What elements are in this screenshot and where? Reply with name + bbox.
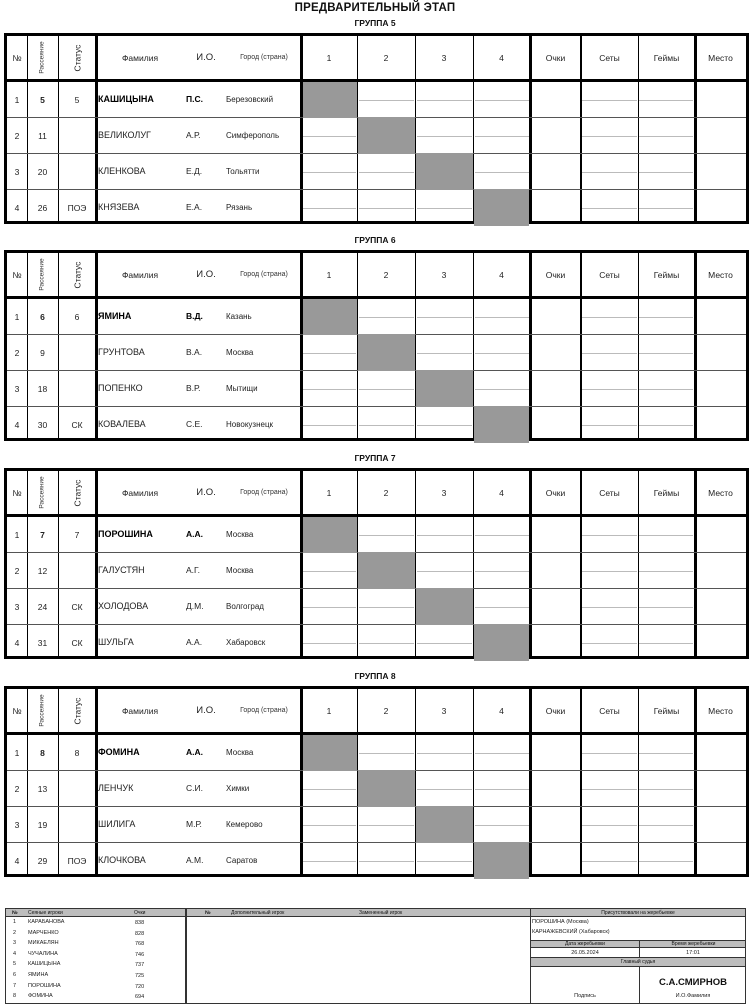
games-divider: [639, 825, 693, 826]
seeded-players-header: [6, 909, 185, 917]
col-header-opponent-4: 4: [499, 52, 504, 63]
seeded-points: 694: [135, 994, 145, 1001]
draw-date: 26.05.2024: [571, 950, 599, 956]
sets-divider: [582, 208, 637, 209]
col-header-points: Очки: [545, 487, 566, 498]
player-surname: ВЕЛИКОЛУГ: [98, 130, 151, 140]
seeded-num: 2: [13, 929, 17, 936]
col-header-initials: И.О.: [196, 487, 216, 498]
score-cell-divider: [303, 353, 356, 354]
games-divider: [639, 861, 693, 862]
score-cell-divider: [303, 208, 356, 209]
player-number: 2: [14, 566, 20, 576]
player-seed: 31: [37, 638, 48, 648]
diagonal-cell: [303, 299, 357, 335]
player-status: 6: [74, 312, 80, 322]
seeded-name: КАШИЦЫНА: [28, 961, 61, 968]
player-seed: 24: [37, 602, 48, 612]
player-city: Москва: [226, 348, 254, 357]
games-divider: [639, 753, 693, 754]
games-divider: [639, 389, 693, 390]
player-city: Кемерово: [226, 820, 263, 829]
col-header-initials: И.О.: [196, 269, 216, 280]
diagonal-cell: [303, 82, 357, 118]
player-city: Саратов: [226, 856, 258, 865]
player-seed: 20: [37, 167, 48, 177]
player-city: Новокузнецк: [226, 420, 274, 429]
present-person-1: ПОРОШИНА (Москва): [532, 919, 589, 925]
diagonal-cell: [416, 806, 473, 843]
col-header-opponent-3: 3: [441, 52, 447, 63]
games-divider: [639, 607, 693, 608]
player-number: 3: [14, 820, 20, 830]
seeded-name-header: Сеяные игроки: [28, 909, 63, 916]
col-header-opponent-3: 3: [441, 487, 447, 498]
seeded-players-table: [5, 908, 186, 1004]
col-header-seed: Рассеяние: [39, 694, 46, 727]
player-seed: 19: [37, 820, 48, 830]
player-number: 1: [14, 312, 20, 322]
draw-time-label: Время жеребьевки: [639, 940, 747, 948]
player-seed: 29: [37, 856, 48, 866]
player-initials: А.М.: [186, 855, 204, 865]
player-number: 1: [14, 748, 20, 758]
diagonal-cell: [303, 517, 357, 553]
score-cell-divider: [359, 825, 414, 826]
col-header-surname: Фамилия: [121, 705, 159, 716]
player-city: Симферополь: [226, 131, 280, 140]
player-seed: 26: [37, 203, 48, 213]
sets-divider: [582, 861, 637, 862]
player-status: ПОЭ: [67, 856, 87, 866]
present-person-2: КАРНАЖЕВСКИЙ (Хабаровск): [532, 929, 610, 935]
col-header-place: Место: [708, 705, 733, 716]
player-initials: А.А.: [186, 529, 203, 539]
player-seed: 8: [40, 748, 45, 758]
col-header-city: Город (страна): [240, 54, 288, 61]
draw-info-table: [530, 908, 746, 1004]
col-header-sets: Сеты: [599, 269, 620, 280]
col-header-opponent-1: 1: [326, 487, 332, 498]
player-city: Хабаровск: [226, 638, 266, 647]
player-city: Москва: [226, 566, 254, 575]
col-header-games: Геймы: [653, 52, 680, 63]
col-header-initials: И.О.: [196, 705, 216, 716]
score-cell-divider: [417, 425, 472, 426]
seeded-points: 725: [135, 973, 145, 979]
col-header-points: Очки: [545, 705, 566, 716]
sets-divider: [582, 100, 637, 101]
player-surname: ЯМИНА: [98, 311, 132, 321]
player-city: Волгоград: [226, 602, 264, 611]
player-surname: ЛЕНЧУК: [98, 783, 134, 793]
signature-label: Подпись: [574, 993, 596, 999]
col-header-games: Геймы: [653, 487, 680, 498]
col-header-opponent-1: 1: [326, 705, 332, 716]
col-header-status: Статус: [72, 479, 82, 506]
player-number: 3: [14, 602, 20, 612]
score-cell-divider: [475, 353, 529, 354]
group-title: ГРУППА 7: [354, 453, 396, 463]
score-cell-divider: [417, 535, 472, 536]
score-cell-divider: [359, 535, 414, 536]
score-cell-divider: [417, 861, 472, 862]
player-city: Казань: [226, 312, 252, 321]
col-header-surname: Фамилия: [121, 269, 159, 280]
games-divider: [639, 425, 693, 426]
col-header-sets: Сеты: [599, 705, 620, 716]
player-surname: ПОПЕНКО: [98, 383, 143, 393]
col-header-place: Место: [708, 52, 733, 63]
sets-divider: [582, 317, 637, 318]
score-cell-divider: [475, 535, 529, 536]
extra-player-header: Дополнительный игрок: [231, 909, 285, 916]
player-seed: 7: [40, 530, 45, 540]
sets-divider: [582, 789, 637, 790]
col-header-points: Очки: [545, 269, 566, 280]
player-surname: КОВАЛЕВА: [98, 419, 146, 429]
seeded-name: ЧУЧАЛИНА: [28, 950, 58, 957]
score-cell-divider: [475, 136, 529, 137]
score-cell-divider: [417, 136, 472, 137]
col-header-seed: Рассеяние: [39, 476, 46, 509]
group-title: ГРУППА 5: [354, 18, 396, 28]
group-table: [4, 686, 749, 877]
draw-date-label: Дата жеребьевки: [565, 941, 605, 947]
games-divider: [639, 100, 693, 101]
col-header-num: №: [12, 487, 22, 498]
score-cell-divider: [359, 753, 414, 754]
col-header-status: Статус: [72, 261, 82, 288]
score-cell-divider: [303, 861, 356, 862]
player-surname: КНЯЗЕВА: [98, 202, 140, 212]
col-header-surname: Фамилия: [121, 487, 159, 498]
score-cell-divider: [417, 317, 472, 318]
player-initials: А.А.: [186, 747, 203, 757]
player-initials: В.Р.: [186, 383, 201, 393]
player-city: Химки: [226, 784, 250, 793]
diagonal-cell: [416, 588, 473, 625]
score-cell-divider: [417, 571, 472, 572]
seeded-name: ФОМИНА: [28, 993, 53, 1000]
diagonal-cell: [474, 624, 529, 661]
col-header-opponent-1: 1: [326, 52, 332, 63]
player-surname: КЛЕНКОВА: [98, 166, 146, 176]
score-cell-divider: [303, 571, 356, 572]
seeded-points: 746: [135, 951, 145, 958]
seeded-num: 8: [13, 993, 17, 1000]
sets-divider: [582, 753, 637, 754]
player-surname: КЛОЧКОВА: [98, 855, 146, 865]
extra-players-header: [187, 909, 530, 917]
score-cell-divider: [359, 643, 414, 644]
games-divider: [639, 353, 693, 354]
seeded-points: 838: [135, 920, 145, 926]
player-initials: А.Г.: [186, 565, 200, 575]
sets-divider: [582, 535, 637, 536]
player-surname: КАШИЦЫНА: [98, 94, 154, 104]
name-label: И.О.Фамилия: [675, 993, 711, 999]
col-header-opponent-2: 2: [383, 487, 389, 498]
sets-divider: [582, 643, 637, 644]
games-divider: [639, 571, 693, 572]
diagonal-cell: [416, 370, 473, 407]
player-initials: В.Д.: [186, 311, 203, 321]
col-header-city: Город (страна): [240, 707, 288, 714]
sets-divider: [582, 136, 637, 137]
player-initials: Е.А.: [186, 202, 203, 212]
player-number: 3: [14, 384, 20, 394]
player-number: 1: [14, 95, 20, 105]
player-city: Москва: [226, 748, 254, 757]
player-status: 7: [74, 530, 80, 540]
score-cell-divider: [417, 353, 472, 354]
score-cell-divider: [359, 172, 414, 173]
player-surname: ПОРОШИНА: [98, 529, 153, 539]
player-initials: М.Р.: [186, 819, 202, 829]
col-header-city: Город (страна): [240, 489, 288, 496]
score-cell-divider: [475, 789, 529, 790]
replaced-player-header: Замененный игрок: [359, 909, 403, 916]
score-cell-divider: [359, 425, 414, 426]
group-table: [4, 250, 749, 441]
col-header-status: Статус: [72, 44, 82, 71]
diagonal-cell: [303, 735, 357, 771]
score-cell-divider: [475, 317, 529, 318]
col-header-games: Геймы: [653, 705, 680, 716]
col-header-sets: Сеты: [599, 52, 620, 63]
page-title: ПРЕДВАРИТЕЛЬНЫЙ ЭТАП: [294, 2, 456, 14]
diagonal-cell: [358, 552, 415, 589]
col-header-place: Место: [708, 487, 733, 498]
col-header-seed: Рассеяние: [39, 41, 46, 74]
player-number: 4: [14, 420, 20, 430]
player-seed: 11: [38, 131, 47, 141]
score-cell-divider: [475, 753, 529, 754]
col-header-points: Очки: [545, 52, 566, 63]
col-header-num: №: [12, 269, 22, 280]
player-seed: 18: [37, 384, 48, 394]
score-cell-divider: [303, 425, 356, 426]
player-status: СК: [71, 638, 83, 648]
player-status: СК: [71, 420, 83, 430]
player-city: Березовский: [226, 95, 274, 104]
score-cell-divider: [417, 100, 472, 101]
score-cell-divider: [417, 208, 472, 209]
sets-divider: [582, 389, 637, 390]
group-table: [4, 468, 749, 659]
chief-judge-name: С.А.СМИРНОВ: [659, 977, 727, 988]
player-number: 2: [14, 131, 20, 141]
player-seed: 12: [37, 566, 48, 576]
col-header-opponent-4: 4: [499, 705, 504, 716]
score-cell-divider: [303, 825, 356, 826]
seeded-points: 768: [135, 941, 145, 948]
player-initials: А.А.: [186, 637, 203, 647]
diagonal-cell: [474, 406, 529, 443]
score-cell-divider: [303, 136, 356, 137]
games-divider: [639, 208, 693, 209]
player-city: Москва: [226, 530, 254, 539]
score-cell-divider: [417, 643, 472, 644]
player-number: 2: [14, 784, 20, 794]
score-cell-divider: [303, 389, 356, 390]
diagonal-cell: [358, 334, 415, 371]
seeded-name: МАРЧЕНКО: [28, 929, 59, 936]
score-cell-divider: [475, 571, 529, 572]
player-status: ПОЭ: [67, 203, 87, 213]
player-surname: ГРУНТОВА: [98, 347, 145, 357]
player-number: 4: [14, 638, 20, 648]
score-cell-divider: [475, 607, 529, 608]
sets-divider: [582, 607, 637, 608]
player-surname: ХОЛОДОВА: [98, 601, 149, 611]
seeded-num: 4: [13, 950, 17, 957]
diagonal-cell: [358, 117, 415, 154]
player-seed: 6: [40, 312, 45, 322]
score-cell-divider: [417, 753, 472, 754]
draw-time: 17:01: [686, 950, 700, 956]
player-number: 2: [14, 348, 20, 358]
player-seed: 5: [40, 95, 45, 105]
player-number: 4: [14, 856, 20, 866]
score-cell-divider: [475, 172, 529, 173]
score-cell-divider: [359, 607, 414, 608]
group-title: ГРУППА 8: [354, 671, 396, 681]
player-status: 5: [74, 95, 80, 105]
seeded-points: 737: [135, 962, 145, 969]
seeded-num: 7: [13, 982, 17, 989]
seeded-points: 828: [135, 930, 145, 937]
seeded-name: КАРАБАНОВА: [28, 919, 65, 925]
col-header-sets: Сеты: [599, 487, 620, 498]
seeded-name: МИКАЕЛЯН: [28, 940, 59, 947]
score-cell-divider: [303, 789, 356, 790]
player-city: Тольятти: [226, 167, 260, 176]
col-header-opponent-1: 1: [326, 269, 332, 280]
score-cell-divider: [359, 389, 414, 390]
games-divider: [639, 789, 693, 790]
col-header-opponent-2: 2: [383, 705, 389, 716]
col-header-status: Статус: [72, 697, 82, 724]
col-header-seed: Рассеяние: [39, 258, 46, 291]
score-cell-divider: [303, 607, 356, 608]
group-title: ГРУППА 6: [354, 235, 396, 245]
col-header-initials: И.О.: [196, 52, 216, 63]
games-divider: [639, 172, 693, 173]
player-seed: 30: [37, 420, 48, 430]
diagonal-cell: [474, 189, 529, 226]
col-header-num: №: [12, 705, 22, 716]
player-surname: ФОМИНА: [98, 747, 140, 757]
col-header-games: Геймы: [653, 269, 680, 280]
extra-num-header: №: [205, 909, 211, 916]
score-cell-divider: [417, 789, 472, 790]
player-initials: П.С.: [186, 94, 203, 104]
col-header-place: Место: [708, 269, 733, 280]
col-header-opponent-2: 2: [383, 52, 389, 63]
col-header-opponent-3: 3: [441, 269, 447, 280]
seeded-num-header: №: [12, 909, 18, 916]
seeded-num: 3: [13, 940, 17, 947]
sets-divider: [582, 425, 637, 426]
chief-judge-header: Главный судья: [531, 957, 745, 967]
games-divider: [639, 643, 693, 644]
player-number: 3: [14, 167, 20, 177]
player-initials: С.И.: [186, 783, 203, 793]
player-surname: ГАЛУСТЯН: [98, 565, 145, 575]
score-cell-divider: [303, 172, 356, 173]
group-table: [4, 33, 749, 224]
present-header: Присутствовали на жеребьевке: [531, 909, 745, 917]
col-header-opponent-4: 4: [499, 487, 504, 498]
score-cell-divider: [475, 389, 529, 390]
player-city: Рязань: [226, 203, 253, 212]
seeded-name: ЯМИНА: [28, 972, 49, 978]
col-header-opponent-2: 2: [383, 269, 389, 280]
player-initials: Д.М.: [186, 601, 204, 611]
player-initials: В.А.: [186, 347, 203, 357]
col-header-opponent-3: 3: [441, 705, 447, 716]
seeded-num: 6: [13, 972, 17, 978]
seeded-name: ПОРОШИНА: [28, 982, 61, 989]
extra-players-table: [185, 908, 531, 1004]
seeded-num: 1: [13, 919, 17, 925]
seeded-points-header: Очки: [134, 909, 146, 916]
player-number: 4: [14, 203, 20, 213]
score-cell-divider: [359, 861, 414, 862]
diagonal-cell: [358, 770, 415, 807]
player-initials: Е.Д.: [186, 166, 203, 176]
col-header-city: Город (страна): [240, 271, 288, 278]
player-surname: ШУЛЬГА: [98, 637, 134, 647]
diagonal-cell: [474, 842, 529, 879]
col-header-surname: Фамилия: [121, 52, 159, 63]
sets-divider: [582, 353, 637, 354]
seeded-points: 720: [135, 983, 145, 990]
player-seed: 13: [37, 784, 48, 794]
player-city: Мытищи: [226, 384, 258, 393]
col-header-num: №: [12, 52, 22, 63]
score-cell-divider: [475, 825, 529, 826]
col-header-opponent-4: 4: [499, 269, 504, 280]
diagonal-cell: [416, 153, 473, 190]
sets-divider: [582, 172, 637, 173]
score-cell-divider: [359, 208, 414, 209]
player-initials: А.Р.: [186, 130, 201, 140]
date-time-header: [531, 940, 745, 948]
games-divider: [639, 535, 693, 536]
sets-divider: [582, 571, 637, 572]
player-initials: С.Е.: [186, 419, 203, 429]
sets-divider: [582, 825, 637, 826]
score-cell-divider: [359, 317, 414, 318]
player-status: СК: [71, 602, 83, 612]
player-seed: 9: [40, 348, 45, 358]
player-number: 1: [14, 530, 20, 540]
games-divider: [639, 136, 693, 137]
score-cell-divider: [303, 643, 356, 644]
score-cell-divider: [359, 100, 414, 101]
player-status: 8: [74, 748, 80, 758]
player-surname: ШИЛИГА: [98, 819, 136, 829]
games-divider: [639, 317, 693, 318]
seeded-num: 5: [13, 961, 17, 968]
score-cell-divider: [475, 100, 529, 101]
